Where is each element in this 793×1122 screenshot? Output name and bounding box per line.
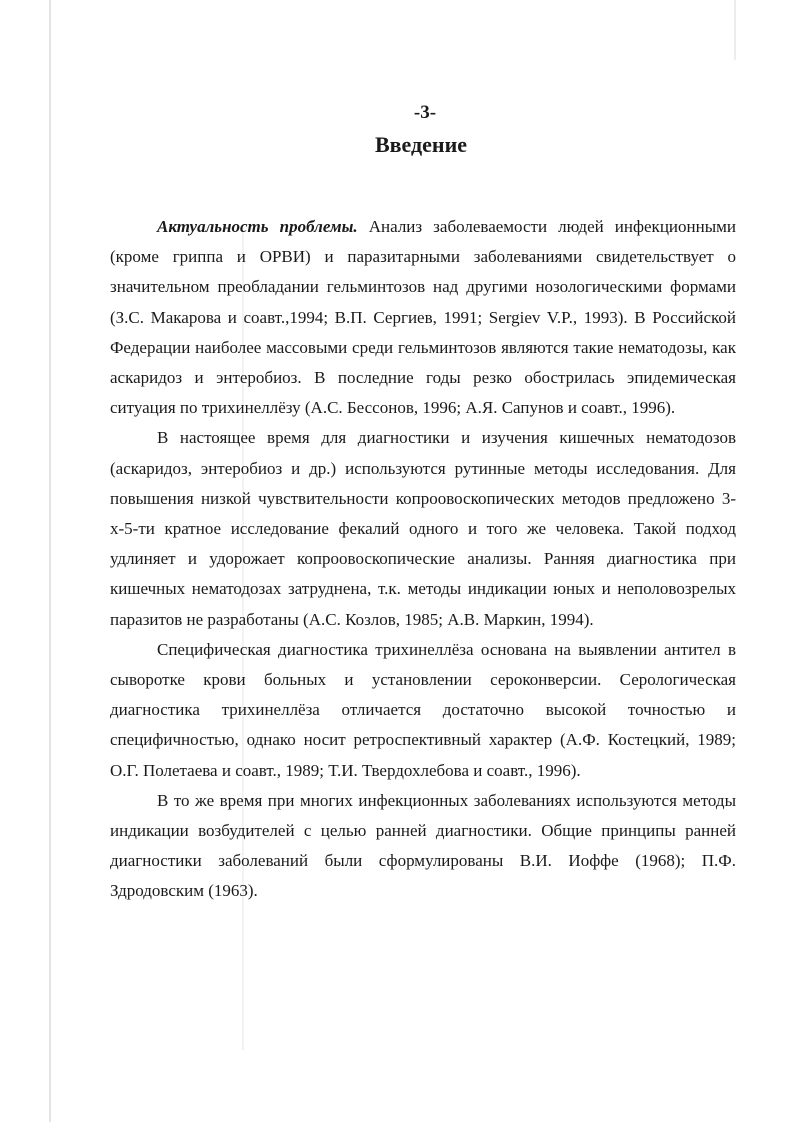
paragraph-diagnostics: В настоящее время для диагностики и изучения кишечных нематодозов (аскаридоз, энтеробиоз и др.) используются рутинные методы исследования. Для повышения низкой чувствительности копроовоскопических методов предложено 3-х-5-ти кратное исследование фекалий одного и того же человека. Такой подход удлиняет и удорожает копроовоскопические анализы. Ранняя диагностика при кишечных нематодозах затруднена, т.к. методы индикации юных и неполовозрелых паразитов не разработаны (А.С. Козлов, 1985; А.В. Маркин, 1994). (110, 428, 736, 629)
body-text (110, 212, 736, 907)
page-title: Введение (374, 132, 468, 157)
paragraph-early-diagnosis: В то же время при многих инфекционных заболеваниях используются методы индикации возбудителей с целью ранней диагностики. Общие принципы ранней диагностики заболеваний были сформулированы В.И. Иоффе (1968); П.Ф. Здродовским (1963). (110, 790, 736, 901)
paragraph-text: Анализ заболеваемости людей инфекционными (кроме гриппа и ОРВИ) и паразитарными заболеваниями свидетельствует о значительном преобладании гельминтозов над другими нозологическими формами (З.С. Макарова и соавт.,1994; В.П. Сергиев, 1991; Sergiev V.P., 1993). В Российской Федерации наиболее массовыми среди гельминтозов являются такие нематодозы, как аскаридоз и энтеробиоз. В последние годы резко обострилась эпидемическая ситуация по трихинеллёзу (А.С. Бессонов, 1996; А.Я. Сапунов и соавт., 1996). (110, 217, 736, 418)
paragraph-relevance (110, 212, 736, 423)
page-number: -3- (413, 102, 437, 123)
paragraph-trichinellosis: Специфическая диагностика трихинеллёза основана на выявлении антител в сыворотке крови больных и установлении сероконверсии. Серологическая диагностика трихинеллёза отличается достаточно высокой точностью и специфичностью, однако носит ретроспективный характер (А.Ф. Костецкий, 1989; О.Г. Полетаева и соавт., 1989; Т.И. Твердохлебова и соавт., 1996). (110, 639, 736, 780)
paragraph-lead: Актуальность проблемы. (157, 217, 358, 236)
